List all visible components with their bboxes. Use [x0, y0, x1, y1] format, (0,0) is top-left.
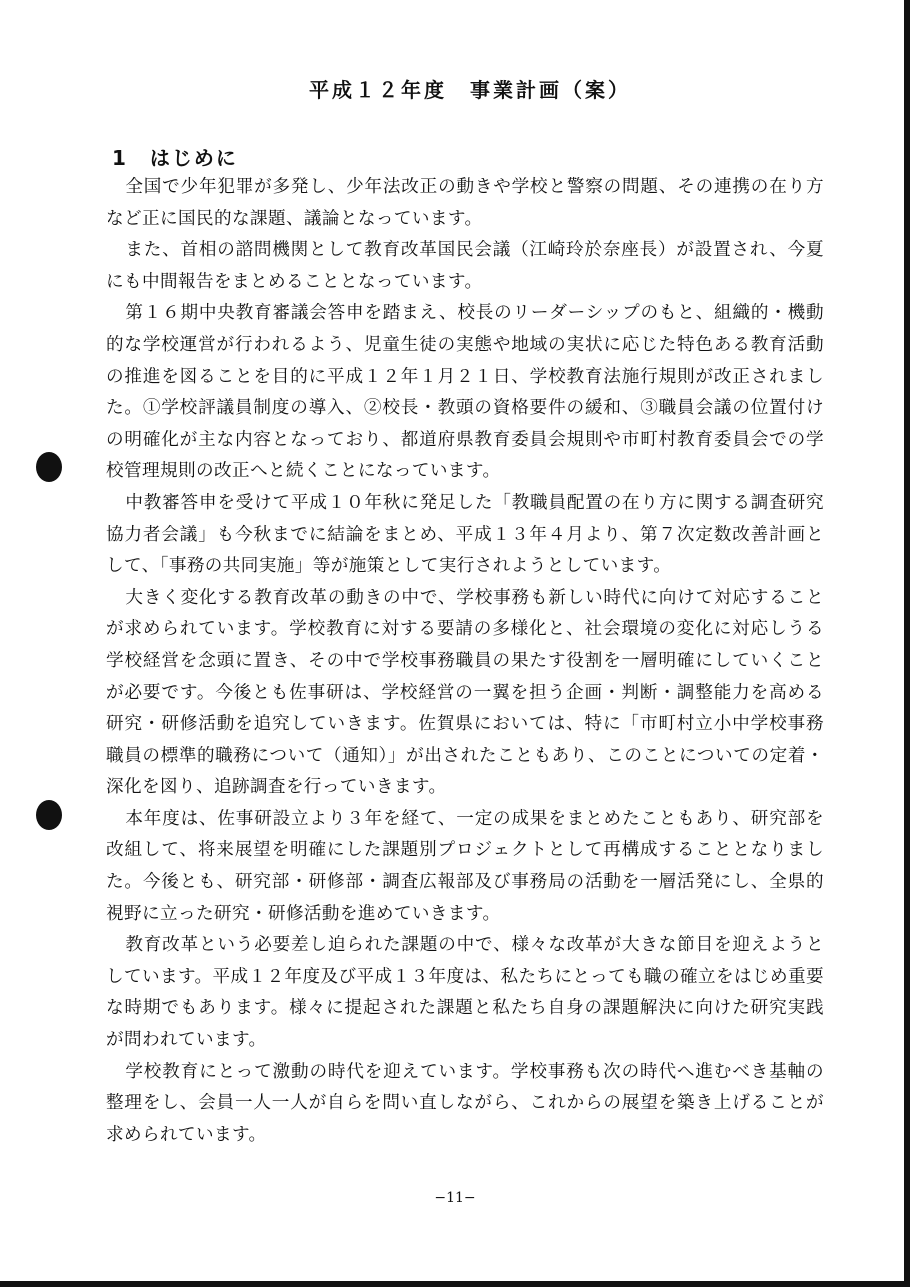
body-text: [106, 172, 824, 1151]
document-title: 平成１２年度 事業計画（案）: [309, 78, 631, 102]
section-heading: 1 はじめに: [112, 146, 238, 170]
paragraph: 第１６期中央教育審議会答申を踏まえ、校長のリーダーシップのもと、組織的・機動的な学校運営が行われるよう、児童生徒の実態や地域の実状に応じた特色ある教育活動の推進を図ることを目的に平成１２年１月２１日、学校教育法施行規則が改正されました。①学校評議員制度の導入、②校長・教頭の資格要件の緩和、③職員会議の位置付けの明確化が主な内容となっており、都道府県教育委員会規則や市町村教育委員会での学校管理規則の改正へと続くことになっています。: [106, 303, 824, 482]
paragraph: また、首相の諮問機関として教育改革国民会議（江崎玲於奈座長）が設置され、今夏にも中間報告をまとめることとなっています。: [106, 240, 824, 292]
paragraph: 教育改革という必要差し迫られた課題の中で、様々な改革が大きな節目を迎えようとしています。平成１２年度及び平成１３年度は、私たちにとっても職の確立をはじめ重要な時期でもあります。様々に提起された課題と私たち自身の課題解決に向けた研究実践が問われています。: [106, 935, 824, 1051]
paragraph: 学校教育にとって激動の時代を迎えています。学校事務も次の時代へ進むべき基軸の整理をし、会員一人一人が自らを問い直しながら、これからの展望を築き上げることが求められています。: [106, 1061, 824, 1145]
page-number: −11−: [434, 1190, 476, 1206]
paragraph: 本年度は、佐事研設立より３年を経て、一定の成果をまとめたこともあり、研究部を改組して、将来展望を明確にした課題別プロジェクトとして再構成することとなりました。今後とも、研究部・研修部・調査広報部及び事務局の活動を一層活発にし、全県的視野に立った研究・研修活動を進めていきます。: [106, 808, 824, 924]
punch-hole-mark: [36, 800, 62, 830]
paragraph: 中教審答申を受けて平成１０年秋に発足した「教職員配置の在り方に関する調査研究協力者会議」も今秋までに結論をまとめ、平成１３年４月より、第７次定数改善計画として、「事務の共同実施」等が施策として実行されようとしています。: [106, 492, 824, 577]
punch-hole-mark: [36, 452, 62, 482]
paragraph: 全国で少年犯罪が多発し、少年法改正の動きや学校と警察の問題、その連携の在り方など正に国民的な課題、議論となっています。: [106, 177, 824, 229]
paragraph: 大きく変化する教育改革の動きの中で、学校事務も新しい時代に向けて対応することが求められています。学校教育に対する要請の多様化と、社会環境の変化に対応しうる学校経営を念頭に置き、その中で学校事務職員の果たす役割を一層明確にしていくことが必要です。今後とも佐事研は、学校経営の一翼を担う企画・判断・調整能力を高める研究・研修活動を追究していきます。佐賀県においては、特に「市町村立小中学校事務職員の標準的職務について（通知）」が出されたこともあり、このことについての定着・深化を図り、追跡調査を行っていきます。: [106, 587, 825, 798]
